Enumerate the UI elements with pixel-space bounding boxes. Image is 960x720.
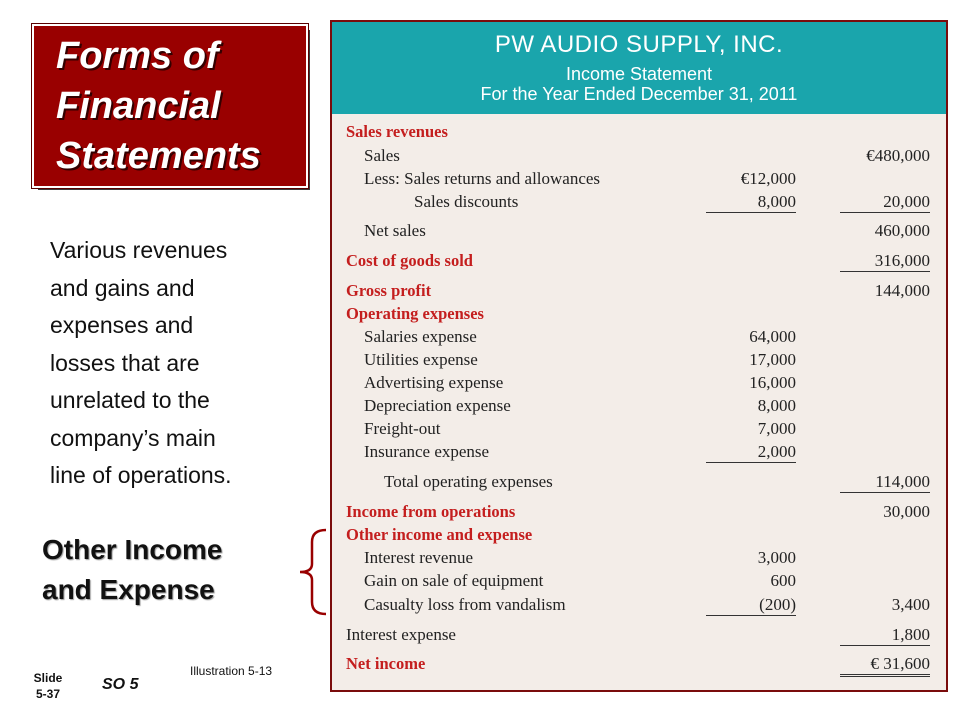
- slide-number: [30, 670, 66, 702]
- row-total: 144,000: [874, 281, 930, 300]
- row-label: Cost of goods sold: [346, 251, 473, 270]
- highlight-line-2: and Expense: [42, 574, 215, 605]
- statement-row: [332, 419, 946, 441]
- row-amount: 64,000: [749, 327, 796, 346]
- row-total: 460,000: [874, 221, 930, 240]
- title-line-2: Financial: [56, 85, 221, 127]
- slide-number-label: Slide: [33, 671, 63, 685]
- statement-row: [332, 169, 946, 191]
- row-amount: €12,000: [740, 169, 796, 188]
- row-label: Sales: [364, 146, 400, 165]
- row-label: Other income and expense: [346, 525, 533, 544]
- row-label: Utilities expense: [364, 350, 478, 369]
- row-total: 316,000: [840, 251, 930, 272]
- statement-row: [332, 595, 946, 617]
- row-label: Gross profit: [346, 281, 432, 300]
- description: [50, 232, 300, 495]
- row-label: Net sales: [364, 221, 426, 240]
- highlight-label: [42, 530, 222, 610]
- row-amount: 2,000: [706, 442, 796, 463]
- row-label: Insurance expense: [364, 442, 490, 461]
- statement-row: [332, 304, 946, 326]
- statement-row: [332, 472, 946, 494]
- row-amount: 17,000: [749, 350, 796, 369]
- description-line: expenses and: [50, 312, 194, 338]
- row-label: Income from operations: [346, 502, 516, 521]
- row-total: 3,400: [891, 595, 930, 614]
- highlight-line-1: Other Income: [42, 534, 223, 565]
- description-line: unrelated to the: [50, 387, 210, 413]
- statement-row: [332, 221, 946, 243]
- row-label: Operating expenses: [346, 304, 484, 323]
- row-amount: 8,000: [706, 192, 796, 213]
- row-amount: (200): [706, 595, 796, 616]
- row-label: Net income: [346, 654, 426, 673]
- description-line: and gains and: [50, 274, 195, 301]
- row-label: Gain on sale of equipment: [364, 571, 544, 590]
- statement-row: [332, 281, 946, 303]
- row-amount: 3,000: [757, 548, 796, 567]
- description-line: Various revenues: [50, 237, 228, 263]
- statement-row: [332, 442, 946, 464]
- row-total: €480,000: [866, 146, 930, 165]
- description-line: company’s main: [50, 424, 216, 451]
- title-line-3: Statements: [56, 135, 261, 177]
- row-total: € 31,600: [840, 654, 930, 677]
- title-line-1: Forms of: [56, 35, 219, 77]
- row-total: 1,800: [840, 625, 930, 646]
- row-total: 20,000: [840, 192, 930, 213]
- income-statement: [330, 20, 948, 692]
- statement-period: For the Year Ended December 31, 2011: [480, 84, 798, 104]
- statement-row: [332, 525, 946, 547]
- row-amount: 8,000: [757, 396, 796, 415]
- curly-brace-icon: [292, 528, 332, 616]
- statement-row: [332, 548, 946, 570]
- row-label: Total operating expenses: [384, 472, 553, 491]
- statement-title: Income Statement: [565, 64, 713, 84]
- slide-title: [32, 24, 308, 188]
- row-label: Interest expense: [346, 625, 456, 644]
- row-label: Depreciation expense: [364, 396, 511, 415]
- statement-row: [332, 146, 946, 168]
- statement-row: [332, 350, 946, 372]
- row-label: Salaries expense: [364, 327, 477, 346]
- row-amount: 7,000: [757, 419, 796, 438]
- description-line: line of operations.: [50, 462, 232, 488]
- study-objective: SO 5: [102, 676, 139, 693]
- row-label: Advertising expense: [364, 373, 504, 392]
- statement-row: [332, 327, 946, 349]
- row-label: Sales revenues: [346, 122, 448, 141]
- statement-row: [332, 192, 946, 214]
- description-line: losses that are: [50, 349, 200, 376]
- statement-row: [332, 396, 946, 418]
- illustration-caption: Illustration 5-13: [190, 664, 273, 678]
- row-amount: 16,000: [749, 373, 796, 392]
- row-label: Casualty loss from vandalism: [364, 595, 566, 614]
- row-total: 114,000: [840, 472, 930, 493]
- row-label: Sales discounts: [414, 192, 519, 211]
- row-label: Interest revenue: [364, 548, 474, 567]
- row-total: 30,000: [883, 502, 930, 521]
- statement-row: [332, 373, 946, 395]
- row-label: Freight-out: [364, 419, 441, 438]
- row-label: Less: Sales returns and allowances: [364, 169, 601, 188]
- statement-row: [332, 251, 946, 273]
- slide-number-value: 5-37: [35, 687, 61, 701]
- statement-row: [332, 502, 946, 524]
- row-amount: 600: [770, 571, 796, 590]
- statement-header: [332, 22, 946, 114]
- company-name: PW AUDIO SUPPLY, INC.: [494, 31, 784, 58]
- statement-row: [332, 625, 946, 647]
- statement-row: [332, 122, 946, 144]
- statement-row: [332, 571, 946, 593]
- statement-row: [332, 654, 946, 676]
